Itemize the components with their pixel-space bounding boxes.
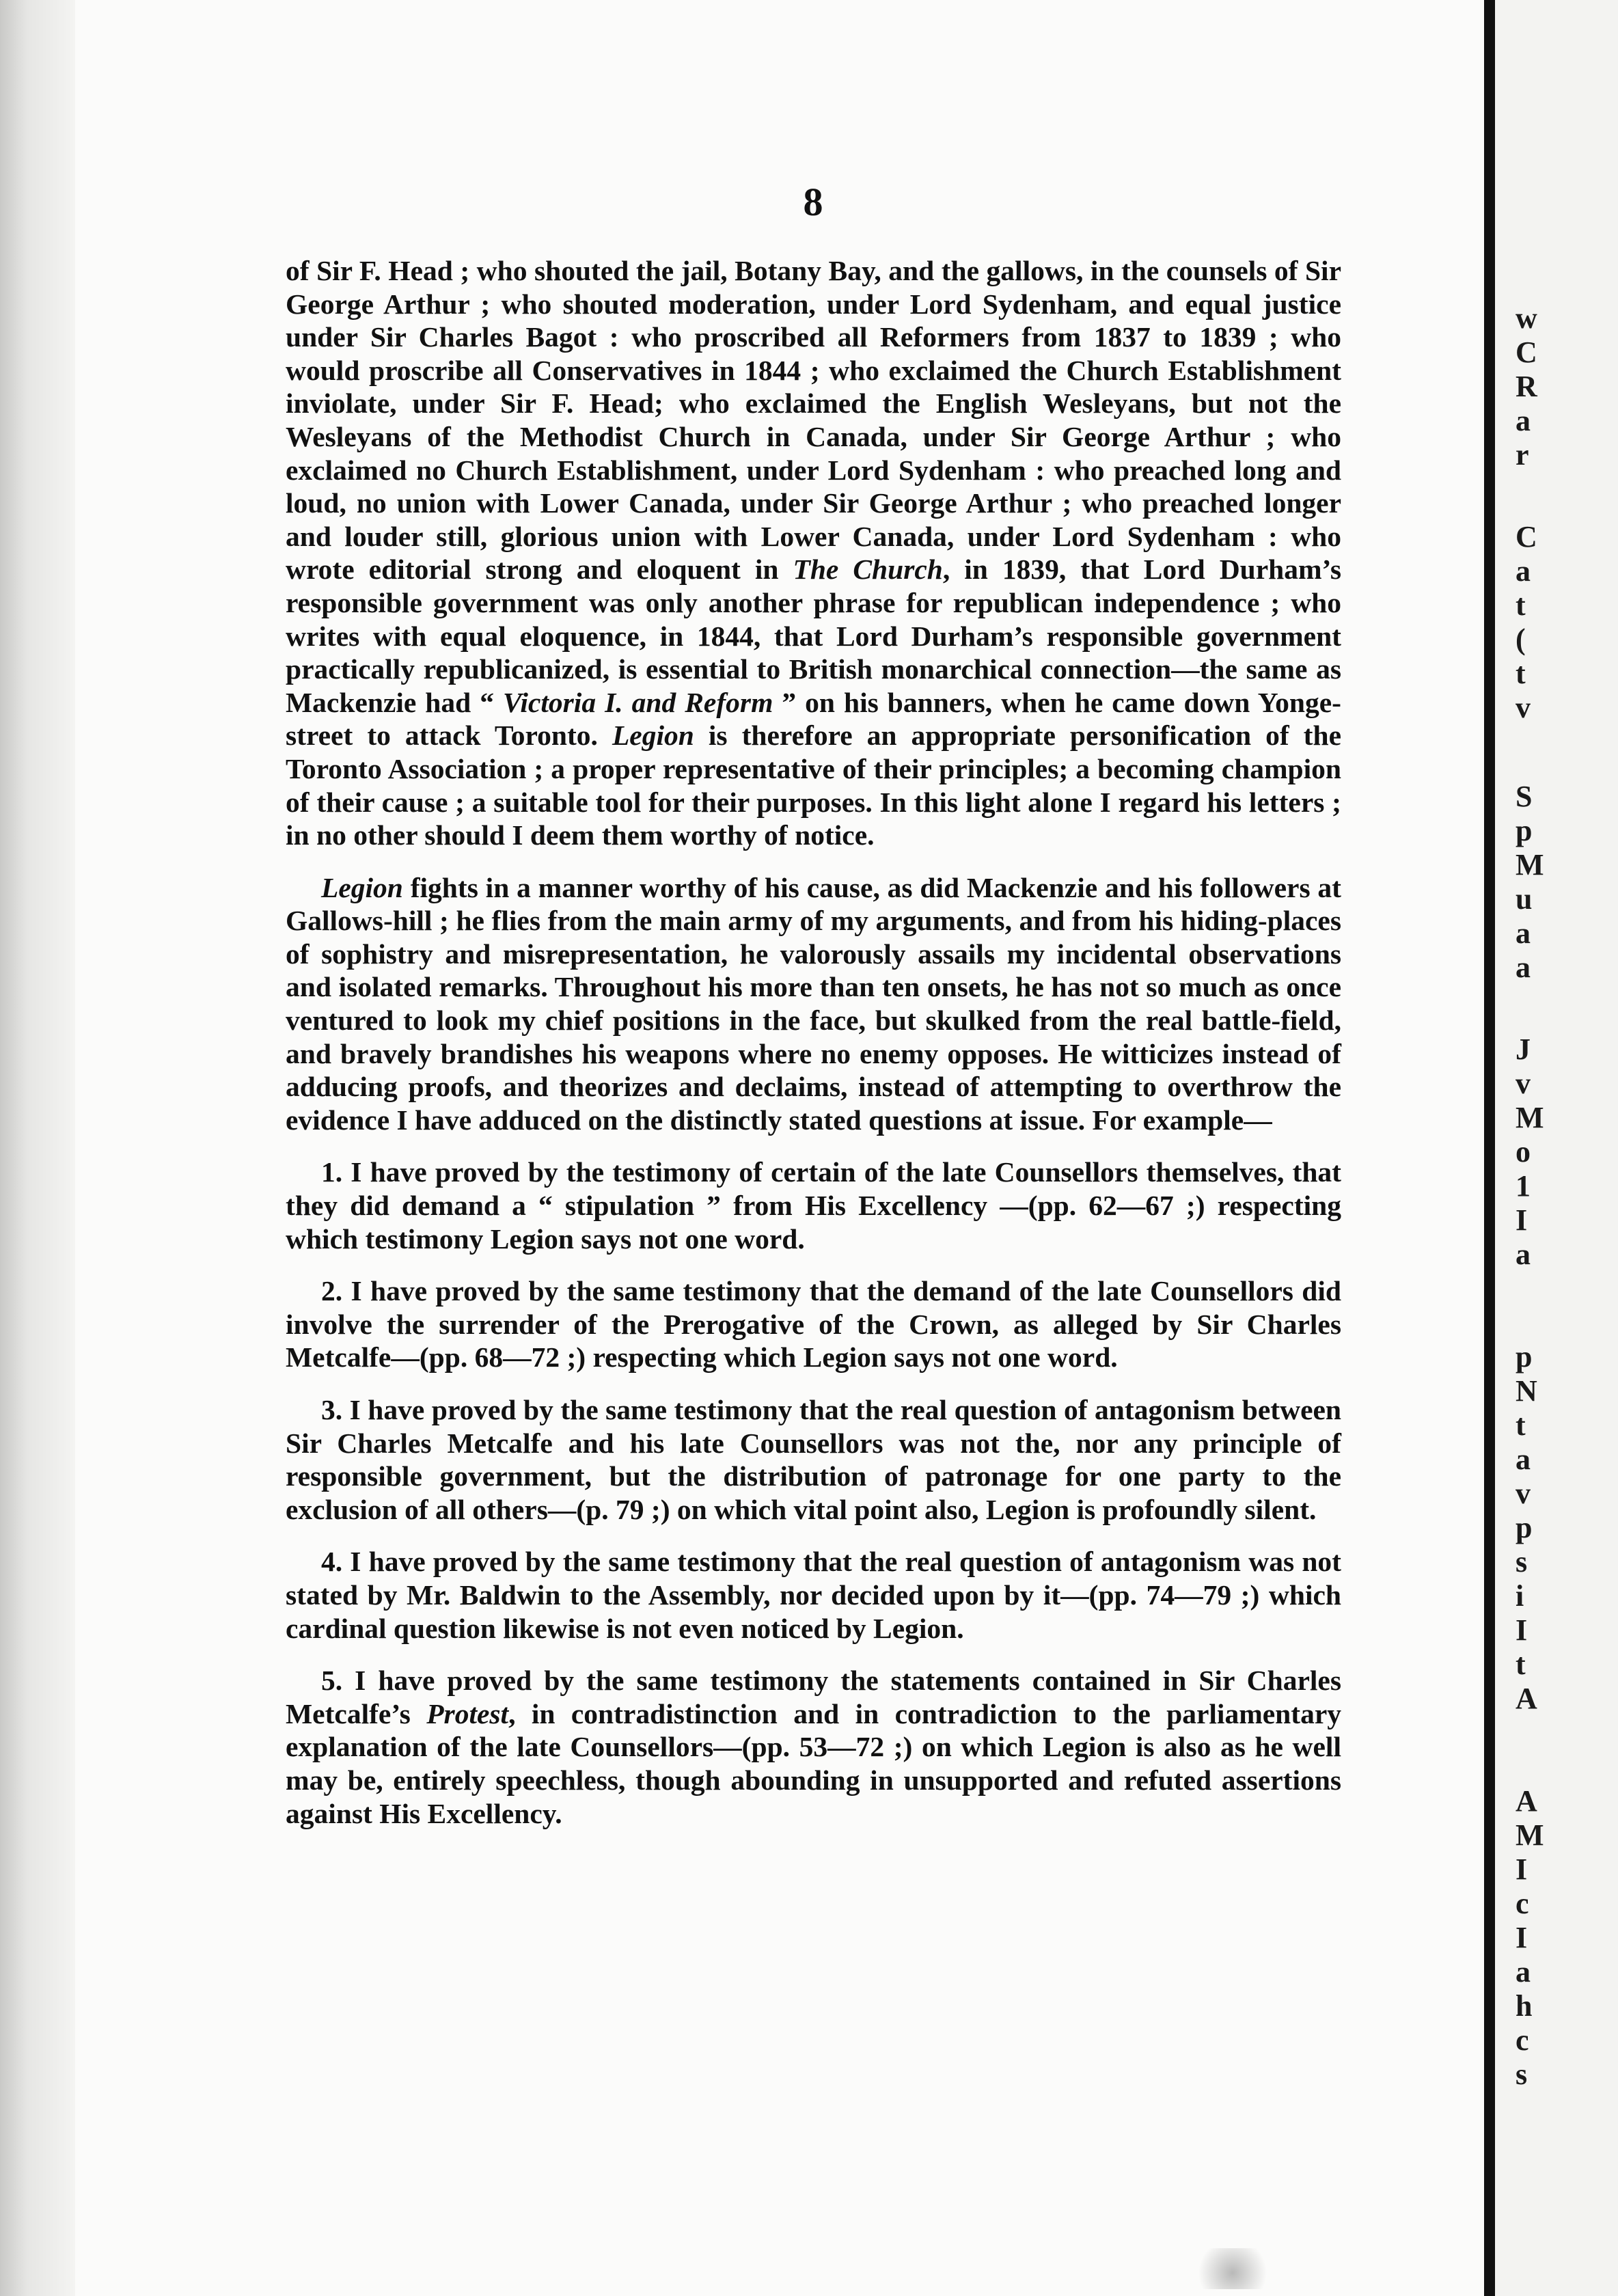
paragraph-7 bbox=[286, 1664, 1341, 1830]
adjacent-page-letter: a bbox=[1516, 404, 1531, 437]
adjacent-page-letter: o bbox=[1516, 1135, 1531, 1168]
text-run: ” on his banners, when he came down Yonge-street to attack Toronto. bbox=[286, 686, 1342, 752]
adjacent-page-letter: ( bbox=[1516, 623, 1526, 656]
paragraph-4 bbox=[286, 1274, 1341, 1374]
text-run: , in 1839, that Lord Durham’s responsible government was only another phrase for republican independence ; who writes with equal eloquence, in 1844, that Lord Durham’s responsible government practically republicanized, is essential to British monarchical connection—the same as Mackenzie had “ bbox=[286, 554, 1341, 718]
page-binding-shadow bbox=[0, 0, 75, 2296]
adjacent-page-letter: I bbox=[1516, 1921, 1528, 1954]
page-number: 8 bbox=[803, 180, 823, 224]
page-gutter-divider bbox=[1484, 0, 1495, 2296]
adjacent-page-letter: a bbox=[1516, 1443, 1531, 1476]
adjacent-page-letter: R bbox=[1516, 370, 1537, 403]
adjacent-page-letter: w bbox=[1516, 301, 1537, 335]
adjacent-page-letter: h bbox=[1516, 1989, 1533, 2023]
adjacent-page-letter: A bbox=[1516, 1784, 1537, 1818]
adjacent-page-letter: v bbox=[1516, 1067, 1531, 1100]
adjacent-page-letter: a bbox=[1516, 1955, 1531, 1988]
adjacent-page-letter: I bbox=[1516, 1613, 1528, 1647]
italic-text: Victoria I. and Reform bbox=[503, 686, 773, 718]
adjacent-page-letter: p bbox=[1516, 1340, 1533, 1374]
adjacent-page-letter: t bbox=[1516, 588, 1526, 622]
adjacent-page-letter: a bbox=[1516, 554, 1531, 588]
adjacent-page-letter: v bbox=[1516, 1477, 1531, 1510]
paragraph-3 bbox=[286, 1156, 1341, 1255]
adjacent-page-letter: S bbox=[1516, 780, 1533, 813]
adjacent-page-letter: s bbox=[1516, 1545, 1528, 1578]
adjacent-page-letter: c bbox=[1516, 1887, 1529, 1920]
page-body-text bbox=[286, 254, 1341, 1830]
adjacent-page-letter: C bbox=[1516, 520, 1537, 554]
adjacent-page-letter: M bbox=[1516, 1101, 1544, 1134]
adjacent-page-letter: p bbox=[1516, 1511, 1533, 1544]
adjacent-page-letter: J bbox=[1516, 1033, 1531, 1066]
text-run: of Sir F. Head ; who shouted the jail, Botany Bay, and the gallows, in the counsels of Sir George Arthur ; who shouted moderation, under Lord Sydenham, and equal justice under Sir Charles Bagot : who proscribed all Reformers from 1837 to 1839 ; who would proscribe all Conservatives in 1844 ; who exclaimed the Church Establishment inviolate, under Sir F. Head; who exclaimed the English Wesleyans, but not the Wesleyans of the Methodist Church in Canada, under Sir George Arthur ; who exclaimed no Church Establishment, under Lord Sydenham : who preached long and loud, no union with Lower Canada, under Sir George Arthur ; who preached longer and louder still, glorious union with Lower Canada, under Lord Sydenham : who wrote editorial strong and eloquent in bbox=[286, 255, 1341, 586]
adjacent-page-letter: p bbox=[1516, 814, 1533, 847]
paragraph-1 bbox=[286, 254, 1341, 852]
paragraph-6 bbox=[286, 1545, 1341, 1645]
adjacent-page-letter: 1 bbox=[1516, 1169, 1531, 1203]
text-run: , in contradistinction and in contradiction to the parliamentary explanation of the late Counsellors—(pp. 53—72 ;) on which Legion is also as he well may be, entirely speechless, though abounding in unsupported and refuted assertions against His Excellency. bbox=[286, 1697, 1342, 1829]
adjacent-page-letter: s bbox=[1516, 2058, 1528, 2091]
adjacent-page-letter: t bbox=[1516, 1408, 1526, 1442]
adjacent-page-letter: M bbox=[1516, 848, 1544, 882]
adjacent-page-fragment bbox=[1495, 0, 1618, 2296]
text-run: 5. I have proved by the same testimony the statements contained in Sir Charles Metcalfe’s bbox=[286, 1665, 1341, 1730]
adjacent-page-letter: a bbox=[1516, 951, 1531, 984]
adjacent-page-letter: u bbox=[1516, 882, 1533, 916]
italic-text: The Church bbox=[793, 554, 943, 586]
text-run: 2. I have proved by the same testimony that the demand of the late Counsellors did involve the surrender of the Prerogative of the Crown, as alleged by Sir Charles Metcalfe—(pp. 68—72 ;) respecting which Legion says not one word. bbox=[286, 1275, 1341, 1374]
adjacent-page-letter: v bbox=[1516, 691, 1531, 724]
adjacent-page-letter: N bbox=[1516, 1374, 1537, 1408]
paragraph-5 bbox=[286, 1393, 1341, 1526]
adjacent-page-letter: t bbox=[1516, 1648, 1526, 1681]
scan-smudge bbox=[1162, 2248, 1339, 2289]
text-run: fights in a manner worthy of his cause, as did Mackenzie and his followers at Gallows-hill ; he flies from the main army of my arguments, and from his hiding-places of sophistry and misrepresentation, he valorously assails my incidental observations and isolated remarks. Throughout his more than ten onsets, he has not so much as once ventured to look my chief positions in the face, but skulked from the real battle-field, and bravely brandishes his weapons where no enemy opposes. He witticizes instead of adducing proofs, and theorizes and declaims, instead of attempting to overthrow the evidence I have adduced on the distinctly stated questions at issue. For example— bbox=[286, 871, 1341, 1136]
adjacent-page-letter: A bbox=[1516, 1682, 1537, 1715]
adjacent-page-letter: c bbox=[1516, 2023, 1529, 2057]
adjacent-page-letter: r bbox=[1516, 438, 1529, 472]
adjacent-page-letter: t bbox=[1516, 657, 1526, 690]
italic-text: Protest bbox=[426, 1697, 509, 1730]
text-run: 3. I have proved by the same testimony that the real question of antagonism between Sir Charles Metcalfe and his late Counsellors was not the, nor any principle of responsible government, but the distribution of patronage for one party to the exclusion of all others—(p. 79 ;) on which vital point also, Legion is profoundly silent. bbox=[286, 1394, 1341, 1525]
adjacent-page-letter: I bbox=[1516, 1853, 1528, 1886]
adjacent-page-letter: a bbox=[1516, 916, 1531, 950]
text-run: 4. I have proved by the same testimony that the real question of antagonism was not stated by Mr. Baldwin to the Assembly, nor decided upon by it—(pp. 74—79 ;) which cardinal question likewise is not even noticed by Legion. bbox=[286, 1546, 1341, 1644]
adjacent-page-letter: C bbox=[1516, 336, 1537, 369]
text-run: 1. I have proved by the testimony of certain of the late Counsellors themselves, that they did demand a “ stipulation ” from His Excellency —(pp. 62—67 ;) respecting which testimony Legion says not one word. bbox=[286, 1156, 1341, 1255]
paragraph-2 bbox=[286, 871, 1341, 1137]
adjacent-page-letter: i bbox=[1516, 1579, 1524, 1613]
adjacent-page-letter: a bbox=[1516, 1238, 1531, 1271]
italic-text: Legion bbox=[321, 871, 403, 903]
adjacent-page-letter: I bbox=[1516, 1203, 1528, 1237]
italic-text: Legion bbox=[612, 720, 694, 752]
adjacent-page-letter: M bbox=[1516, 1818, 1544, 1852]
text-run: is therefore an appropriate personification of the Toronto Association ; a proper representative of their principles; a becoming champion of their cause ; a suitable tool for their purposes. In this light alone I regard his letters ; in no other should I deem them worthy of notice. bbox=[286, 720, 1342, 851]
